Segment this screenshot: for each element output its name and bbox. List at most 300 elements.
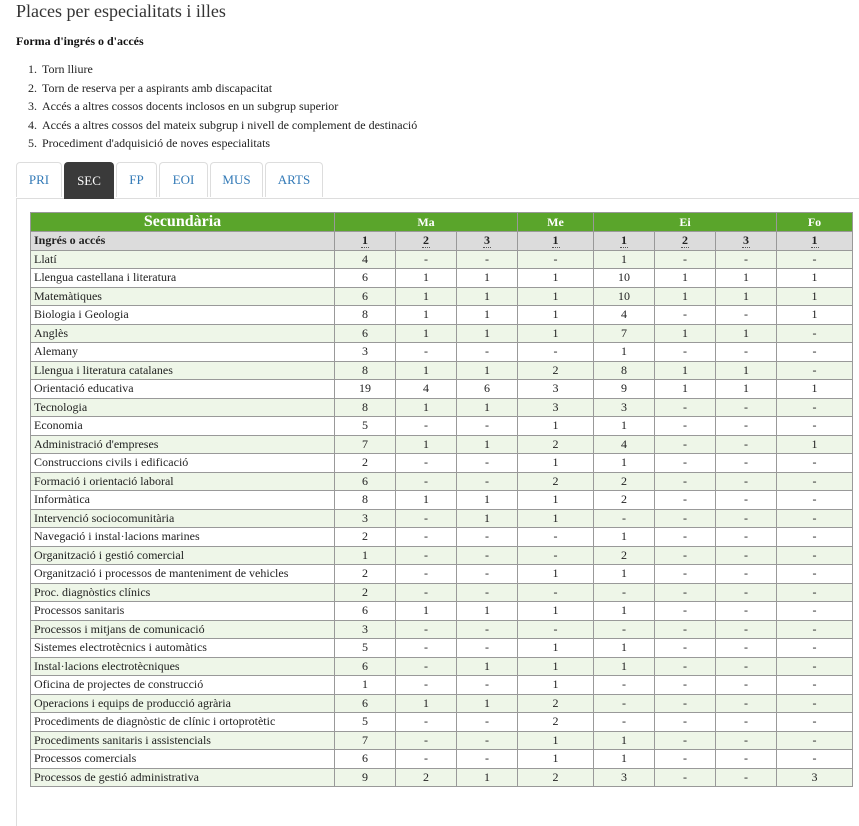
table-body [31,250,853,787]
places-cell: - [396,454,457,473]
places-cell: - [777,528,853,547]
specialty-name: Formació i orientació laboral [31,472,335,491]
places-cell: - [777,343,853,362]
places-cell: - [655,398,716,417]
places-cell: 1 [396,491,457,510]
tab-panel-sec [16,198,859,826]
table-row [31,768,853,787]
places-cell: - [655,250,716,269]
places-cell: - [594,694,655,713]
access-form-item: 3. Accés a altres cossos docents inclosos en un subgrup superior [40,97,417,116]
access-form-column-header[interactable] [716,232,777,251]
places-cell: 1 [518,324,594,343]
access-form-abbr: 1 [621,233,627,248]
page-title: Places per especialitats i illes [16,1,226,21]
places-cell: 1 [518,287,594,306]
places-cell: 1 [396,269,457,288]
specialty-name: Processos sanitaris [31,602,335,621]
places-cell: - [396,546,457,565]
places-cell: 2 [518,435,594,454]
table-row [31,676,853,695]
places-cell: 1 [457,602,518,621]
places-cell: - [777,657,853,676]
places-cell: 4 [594,435,655,454]
places-cell: 7 [594,324,655,343]
places-cell: 6 [335,657,396,676]
places-cell: - [518,620,594,639]
places-cell: - [457,454,518,473]
places-cell: - [655,657,716,676]
places-cell: 1 [457,287,518,306]
places-cell: 1 [396,694,457,713]
places-cell: - [777,639,853,658]
tab-mus[interactable]: MUS [210,162,263,197]
places-cell: - [457,565,518,584]
places-cell: - [777,324,853,343]
specialty-name: Oficina de projectes de construcció [31,676,335,695]
places-cell: - [777,583,853,602]
places-cell: - [716,583,777,602]
access-form-abbr: 2 [423,233,429,248]
places-cell: - [518,343,594,362]
places-cell: - [716,676,777,695]
places-cell: - [716,731,777,750]
places-cell: 8 [594,361,655,380]
places-cell: 1 [716,324,777,343]
table-row [31,620,853,639]
specialty-name: Processos de gestió administrativa [31,768,335,787]
places-cell: 1 [396,602,457,621]
places-cell: - [396,713,457,732]
access-form-column-header[interactable] [655,232,716,251]
table-row [31,398,853,417]
table-row [31,454,853,473]
places-cell: - [716,639,777,658]
places-cell: - [457,472,518,491]
places-cell: 1 [777,269,853,288]
access-form-item: 2. Torn de reserva per a aspirants amb discapacitat [40,79,417,98]
places-cell: - [716,713,777,732]
specialty-name: Organització i processos de manteniment de vehicles [31,565,335,584]
places-cell: 2 [518,694,594,713]
places-cell: 1 [335,546,396,565]
places-cell: - [716,528,777,547]
places-cell: - [396,750,457,769]
places-cell: 10 [594,269,655,288]
places-cell: - [716,602,777,621]
places-cell: 1 [396,306,457,325]
specialty-name: Construccions civils i edificació [31,454,335,473]
table-row [31,694,853,713]
places-cell: 1 [777,435,853,454]
places-cell: - [777,694,853,713]
places-cell: - [777,620,853,639]
places-cell: - [716,509,777,528]
places-cell: 2 [594,546,655,565]
tab-fp[interactable]: FP [116,162,157,197]
places-cell: - [655,731,716,750]
places-cell: 10 [594,287,655,306]
table-row [31,546,853,565]
table-row [31,343,853,362]
specialty-name: Procediments de diagnòstic de clínic i ortoprotètic [31,713,335,732]
island-header-me: Me [518,213,594,232]
places-cell: 1 [457,398,518,417]
table-row [31,306,853,325]
table-header-row [31,213,853,232]
table-row [31,713,853,732]
table-row [31,250,853,269]
places-cell: - [655,454,716,473]
places-cell: - [457,250,518,269]
places-cell: - [518,528,594,547]
places-cell: 1 [457,306,518,325]
places-cell: 1 [457,269,518,288]
places-cell: - [655,417,716,436]
places-cell: 8 [335,491,396,510]
places-cell: - [777,565,853,584]
places-cell: - [716,454,777,473]
places-cell: - [777,750,853,769]
table-row [31,657,853,676]
places-cell: - [396,583,457,602]
places-cell: - [716,694,777,713]
places-cell: 1 [518,565,594,584]
access-form-abbr: 1 [811,233,818,248]
places-cell: 1 [594,750,655,769]
specialty-name: Procediments sanitaris i assistencials [31,731,335,750]
access-form-item: 5. Procediment d'adquisició de noves especialitats [40,134,417,153]
access-form-column-header[interactable] [777,232,853,251]
places-cell: 2 [335,528,396,547]
level-tabs [16,162,859,199]
places-cell: - [655,509,716,528]
places-cell: 3 [594,398,655,417]
places-cell: 1 [457,324,518,343]
places-cell: - [655,583,716,602]
places-cell: - [457,731,518,750]
places-cell: 8 [335,398,396,417]
places-cell: - [396,620,457,639]
places-cell: 1 [655,287,716,306]
table-row [31,602,853,621]
table-row [31,380,853,399]
table-row [31,509,853,528]
places-cell: 19 [335,380,396,399]
places-cell: 1 [457,509,518,528]
places-cell: - [396,731,457,750]
tab-arts[interactable]: ARTS [265,162,323,197]
places-cell: - [777,509,853,528]
subheader-label: Ingrés o accés [31,232,335,251]
places-cell: - [396,657,457,676]
places-cell: 3 [335,343,396,362]
places-cell: 1 [518,750,594,769]
places-cell: 2 [518,713,594,732]
places-cell: - [716,565,777,584]
places-cell: 2 [518,472,594,491]
places-cell: - [457,750,518,769]
places-cell: - [655,602,716,621]
table-row [31,269,853,288]
places-cell: - [655,472,716,491]
places-cell: - [655,528,716,547]
places-cell: - [716,343,777,362]
places-cell: - [716,472,777,491]
places-cell: 1 [594,250,655,269]
places-cell: - [716,657,777,676]
table-row [31,565,853,584]
places-cell: - [777,546,853,565]
places-cell: 1 [457,435,518,454]
specialty-name: Organització i gestió comercial [31,546,335,565]
places-cell: 1 [457,768,518,787]
places-cell: 9 [594,380,655,399]
access-form-column-header[interactable] [594,232,655,251]
places-cell: 1 [594,454,655,473]
places-cell: - [716,491,777,510]
places-cell: - [594,509,655,528]
table-row [31,361,853,380]
places-cell: 3 [518,398,594,417]
places-cell: - [777,361,853,380]
places-cell: 3 [335,509,396,528]
places-cell: 1 [594,639,655,658]
places-cell: - [777,417,853,436]
places-cell: - [655,694,716,713]
places-cell: - [518,546,594,565]
places-cell: - [396,472,457,491]
places-cell: 2 [594,491,655,510]
places-cell: 7 [335,435,396,454]
places-cell: - [594,713,655,732]
places-cell: - [716,417,777,436]
access-heading: Forma d'ingrés o d'accés [16,34,144,48]
places-cell: 5 [335,713,396,732]
tab-pri[interactable]: PRI [16,162,62,197]
places-cell: 1 [457,361,518,380]
places-cell: 1 [716,361,777,380]
places-cell: - [655,343,716,362]
places-cell: - [655,639,716,658]
places-cell: - [457,639,518,658]
specialty-name: Administració d'empreses [31,435,335,454]
places-cell: 2 [335,565,396,584]
access-form-column-header[interactable] [457,232,518,251]
places-cell: 6 [335,287,396,306]
places-cell: 1 [396,324,457,343]
places-cell: 1 [655,269,716,288]
access-form-item: 1. Torn lliure [40,60,417,79]
places-cell: - [457,676,518,695]
places-cell: - [716,768,777,787]
places-cell: - [655,676,716,695]
places-cell: - [594,583,655,602]
places-cell: - [457,417,518,436]
places-cell: - [594,676,655,695]
table-row [31,731,853,750]
places-cell: 1 [518,417,594,436]
places-cell: - [396,639,457,658]
places-cell: - [655,565,716,584]
table-row [31,417,853,436]
places-cell: - [655,620,716,639]
places-cell: 1 [518,509,594,528]
places-cell: 3 [335,620,396,639]
places-cell: 4 [396,380,457,399]
specialty-name: Proc. diagnòstics clínics [31,583,335,602]
places-cell: - [655,546,716,565]
places-cell: 1 [594,731,655,750]
places-cell: 2 [518,768,594,787]
places-cell: 4 [335,250,396,269]
places-cell: 1 [457,694,518,713]
places-cell: 6 [335,324,396,343]
specialty-name: Sistemes electrotècnics i automàtics [31,639,335,658]
tab-sec[interactable]: SEC [64,162,114,199]
places-cell: 8 [335,306,396,325]
specialty-name: Matemàtiques [31,287,335,306]
places-cell: - [655,306,716,325]
specialty-name: Llengua i literatura catalanes [31,361,335,380]
access-form-column-header[interactable] [518,232,594,251]
places-cell: 1 [655,361,716,380]
places-cell: 6 [457,380,518,399]
places-cell: 6 [335,694,396,713]
places-cell: 1 [518,731,594,750]
places-cell: 1 [518,639,594,658]
places-cell: 1 [594,528,655,547]
specialty-name: Processos comercials [31,750,335,769]
specialty-name: Economia [31,417,335,436]
access-form-abbr: 2 [682,233,688,248]
places-cell: - [655,768,716,787]
access-form-abbr: 3 [743,233,749,248]
access-form-column-header[interactable] [396,232,457,251]
specialty-name: Orientació educativa [31,380,335,399]
places-cell: 6 [335,602,396,621]
places-cell: 6 [335,750,396,769]
table-subheader-row [31,232,853,251]
places-cell: 1 [594,565,655,584]
places-cell: 6 [335,269,396,288]
access-form-abbr: 1 [552,233,559,248]
places-cell: - [777,398,853,417]
specialty-name: Llatí [31,250,335,269]
places-cell: - [457,528,518,547]
table-row [31,472,853,491]
places-cell: - [777,713,853,732]
places-cell: - [716,546,777,565]
places-cell: 1 [655,324,716,343]
places-cell: - [716,398,777,417]
places-cell: 1 [457,657,518,676]
table-row [31,324,853,343]
access-form-abbr: 1 [362,233,368,248]
places-cell: 1 [655,380,716,399]
places-cell: 1 [518,454,594,473]
places-cell: - [655,491,716,510]
specialty-name: Alemany [31,343,335,362]
specialty-name: Instal·lacions electrotècniques [31,657,335,676]
places-cell: 1 [518,306,594,325]
places-cell: 1 [518,491,594,510]
places-cell: - [716,306,777,325]
table-row [31,583,853,602]
specialty-name: Operacions i equips de producció agrària [31,694,335,713]
places-cell: 3 [594,768,655,787]
places-cell: - [396,528,457,547]
places-cell: 8 [335,361,396,380]
places-cell: 1 [777,306,853,325]
places-cell: 2 [594,472,655,491]
places-cell: 1 [716,287,777,306]
places-cell: 2 [518,361,594,380]
places-cell: 5 [335,417,396,436]
island-header-fo: Fo [777,213,853,232]
access-form-column-header[interactable] [335,232,396,251]
places-cell: 1 [335,676,396,695]
places-cell: 1 [594,657,655,676]
places-cell: - [777,676,853,695]
places-cell: - [396,509,457,528]
table-row [31,528,853,547]
places-table [30,212,853,787]
places-cell: - [716,620,777,639]
places-cell: - [396,343,457,362]
places-cell: 5 [335,639,396,658]
table-row [31,491,853,510]
specialty-name: Navegació i instal·lacions marines [31,528,335,547]
places-cell: - [777,472,853,491]
places-cell: - [655,713,716,732]
access-forms-list [20,60,417,153]
places-cell: - [716,435,777,454]
places-cell: 1 [594,343,655,362]
places-cell: - [457,583,518,602]
table-row [31,287,853,306]
places-cell: - [716,250,777,269]
places-cell: - [396,565,457,584]
places-cell: 1 [777,287,853,306]
places-cell: 1 [396,435,457,454]
places-cell: 7 [335,731,396,750]
places-cell: 1 [777,380,853,399]
specialty-name: Intervenció sociocomunitària [31,509,335,528]
places-cell: - [777,491,853,510]
places-cell: - [518,583,594,602]
places-cell: 6 [335,472,396,491]
places-cell: - [457,620,518,639]
places-cell: 1 [518,269,594,288]
places-cell: 3 [518,380,594,399]
places-cell: 9 [335,768,396,787]
places-cell: - [396,250,457,269]
table-row [31,750,853,769]
places-cell: - [655,435,716,454]
places-cell: - [396,417,457,436]
places-cell: - [777,454,853,473]
tab-eoi[interactable]: EOI [159,162,208,197]
specialty-name: Anglès [31,324,335,343]
table-row [31,435,853,454]
access-form-abbr: 3 [484,233,490,248]
places-cell: - [716,750,777,769]
places-cell: 1 [716,380,777,399]
places-cell: - [457,546,518,565]
places-cell: 1 [594,417,655,436]
island-header-ei: Ei [594,213,777,232]
